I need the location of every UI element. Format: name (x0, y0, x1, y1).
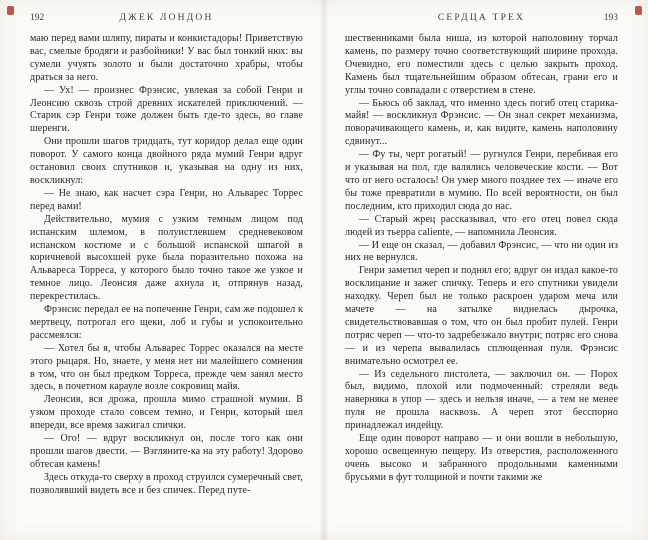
paragraph: Они прошли шагов тридцать, тут коридор делал еще один поворот. У самого конца двойного ряда мумий Генри вдруг остановил своих спутников и, указывая на одну из них, воскликнул: (30, 136, 303, 186)
paragraph: шественниками была ниша, из которой наполовину торчал камень, по размеру точно соответствующий ширине прохода. Очевидно, его поместили здесь с целью закрыть проход. Камень был тщательнейшим образом обтесан, грани его и углы точно совпадали с отверстием в стене. (345, 33, 618, 96)
running-title-book: СЕРДЦА ТРЕХ (437, 13, 526, 23)
paragraph: Еще один поворот направо — и они вошли в небольшую, хорошо освещенную пещеру. Из отверстия, расположенного очень высоко и забранного продольными каменными брусьями в фут толщиной и почти такими же (345, 433, 618, 483)
paragraph: — Ого! — вдруг воскликнул он, после того как они прошли шагов двести. — Взгляните-ка на эту работу! Здорово обтесан камень! (30, 433, 303, 470)
paragraph: Здесь откуда-то сверху в проход струился сумеречный свет, позволявший видеть все и без спичек. Перед путе- (30, 471, 303, 496)
page-body-right (345, 33, 618, 485)
paragraph: — Старый жрец рассказывал, что его отец повел сюда людей из тьерра caliente, — напомнила Леонсия. (345, 213, 618, 238)
paragraph: — Фу ты, черт рогатый! — ругнулся Генри, перебивая его и указывая на пол, где валялись человеческие кости. — Вот что от него осталось! Он умер много позднее тех — иначе его бы тоже превратили в мумию. По всей вероятности, он был последним, кто приходил сюда до нас. (345, 149, 618, 212)
page-header-left (30, 13, 303, 23)
paragraph: — Бьюсь об заклад, что именно здесь погиб отец старика-майя! — воскликнул Фрэнсис. — Он знал секрет механизма, поворачивающего камень, и, как видите, камень наполовину сдвинут... (345, 97, 618, 148)
running-title-author: ДЖЕК ЛОНДОН (119, 13, 214, 23)
paragraph: — Хотел бы я, чтобы Альварес Торрес оказался на месте этого рыцаря. Но, знаете, у меня нет ни малейшего сомнения в том, что он был предком Торреса, прежде чем занял место здесь, в почетном карауле возле сокровищ майя. (30, 342, 303, 393)
paragraph: Генри заметил череп и поднял его; вдруг он издал какое-то восклицание и зажег спичку. Теперь и его спутники увидели находку. Череп был не только раскроен ударом меча или мачете — на затылке виднелась дырочка, свидетельствовавшая о том, что он был пробит пулей. Генри потряс череп — что-то задребезжало внутри; потряс его снова — и из черепа вывалилась сплющенная пуля. Фрэнсис внимательно осмотрел ее. (345, 265, 618, 367)
page-number-right: 193 (603, 13, 618, 23)
paragraph: Действительно, мумия с узким темным лицом под испанским шлемом, в полуистлевшем средневековом испанском костюме и с большой испанской шпагой в коричневой высохшей руке была поразительно похожа на Альвареса Торреса, у которого было точно такое же узкое и темное лицо. Леонсия даже ахнула и, отпрянув назад, перекрестилась. (30, 213, 303, 303)
page-body-left (30, 33, 303, 498)
paragraph: — Из седельного пистолета, — заключил он. — Порох был, видимо, плохой или подмоченный: стреляли ведь наверняка в упор — здесь и нельзя иначе, — а тем не менее пуля не прошла насквозь. А череп этот бесспорно принадлежал индейцу. (345, 368, 618, 432)
paragraph: маю перед вами шляпу, пираты и конкистадоры! Приветствую вас, смелые бродяги и разбойники! У вас был тонкий нюх: вы сумели учуять золото и были достаточно храбры, чтобы драться за него. (30, 33, 303, 83)
page-right (324, 0, 648, 540)
paragraph: Фрэнсис передал ее на попечение Генри, сам же подошел к мертвецу, потрогал его щеки, лоб и губы и успокоительно рассмеялся: (30, 304, 303, 341)
page-number-left: 192 (30, 13, 45, 23)
paragraph: Леонсия, вся дрожа, прошла мимо страшной мумии. В узком проходе стало совсем темно, и Генри, который шел впереди, все время зажигал спички. (30, 394, 303, 432)
paragraph: — Ух! — произнес Фрэнсис, увлекая за собой Генри и Леонсию сквозь строй древних искателей приключений. — Старик сэр Генри тоже должен быть где-то здесь, во главе шеренги. (30, 84, 303, 135)
paragraph: — Не знаю, как насчет сэра Генри, но Альварес Торрес перед вами! (30, 187, 303, 212)
paragraph: — И еще он сказал, — добавил Фрэнсис, — что ни один из них не вернулся. (345, 239, 618, 264)
page-header-right (345, 13, 618, 23)
